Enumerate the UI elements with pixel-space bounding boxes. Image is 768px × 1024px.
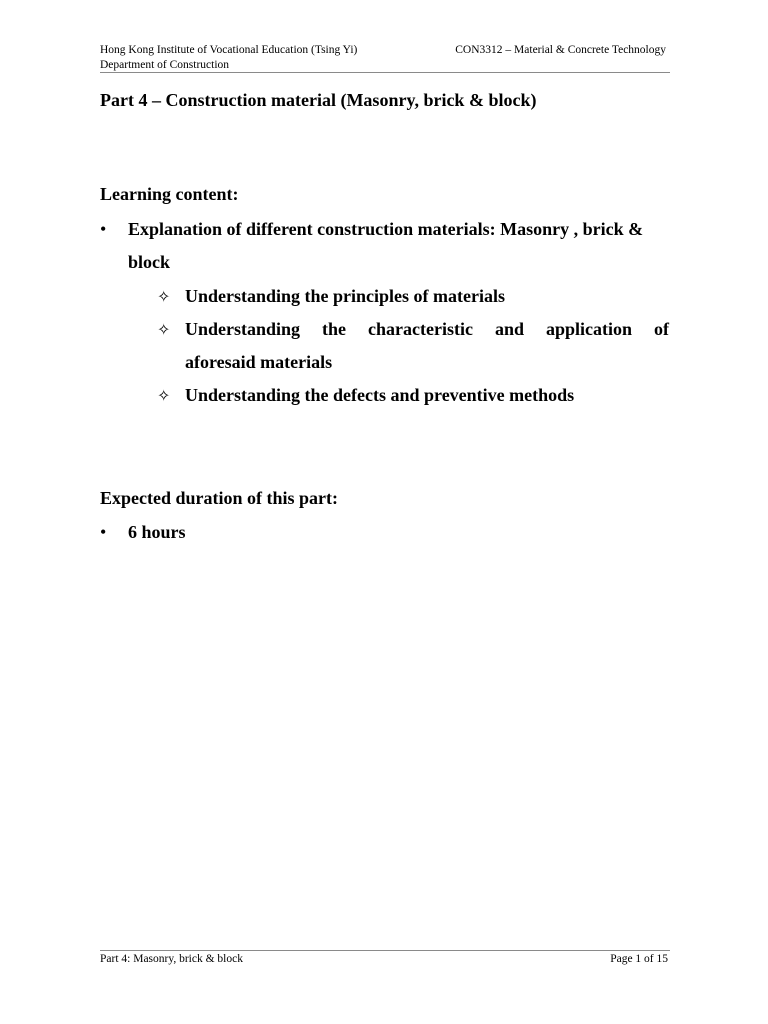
sub-item-text: Understanding the principles of materials bbox=[185, 286, 506, 306]
star-outline-icon: ✧ bbox=[157, 320, 171, 339]
header-course: CON3312 – Material & Concrete Technology bbox=[455, 44, 666, 56]
header-divider bbox=[100, 72, 670, 73]
page-number: Page 1 of 15 bbox=[610, 953, 668, 965]
bullet-icon: • bbox=[100, 522, 107, 542]
sub-list-item bbox=[157, 280, 669, 313]
header-department: Department of Construction bbox=[100, 59, 230, 71]
bullet-text bbox=[128, 213, 669, 279]
sub-item-text: Understanding the defects and preventive methods bbox=[185, 385, 575, 405]
bullet-text-line-1: Explanation of different construction materials: Masonry , brick & bbox=[128, 219, 644, 239]
header-left bbox=[100, 43, 357, 73]
bullet-text-line-2: block bbox=[128, 252, 171, 272]
star-outline-icon: ✧ bbox=[157, 386, 171, 405]
duration-heading: Expected duration of this part: bbox=[100, 488, 338, 508]
footer-part: Part 4: Masonry, brick & block bbox=[100, 953, 243, 965]
page-title: Part 4 – Construction material (Masonry, brick & block) bbox=[100, 90, 537, 110]
sub-item-text-line-1: Understanding the characteristic and application of bbox=[185, 319, 669, 339]
sub-list-item bbox=[157, 313, 669, 379]
star-outline-icon: ✧ bbox=[157, 287, 171, 306]
header-institute: Hong Kong Institute of Vocational Education (Tsing Yi) bbox=[100, 44, 358, 56]
list-item bbox=[100, 516, 670, 549]
footer-divider bbox=[100, 950, 670, 951]
learning-content-heading: Learning content: bbox=[100, 184, 239, 204]
sub-item-text bbox=[185, 313, 669, 379]
sub-item-text-line-2: aforesaid materials bbox=[185, 352, 333, 372]
sub-list-item bbox=[157, 379, 669, 412]
list-item bbox=[100, 213, 670, 279]
duration-value: 6 hours bbox=[128, 522, 186, 542]
bullet-icon: • bbox=[100, 219, 107, 239]
